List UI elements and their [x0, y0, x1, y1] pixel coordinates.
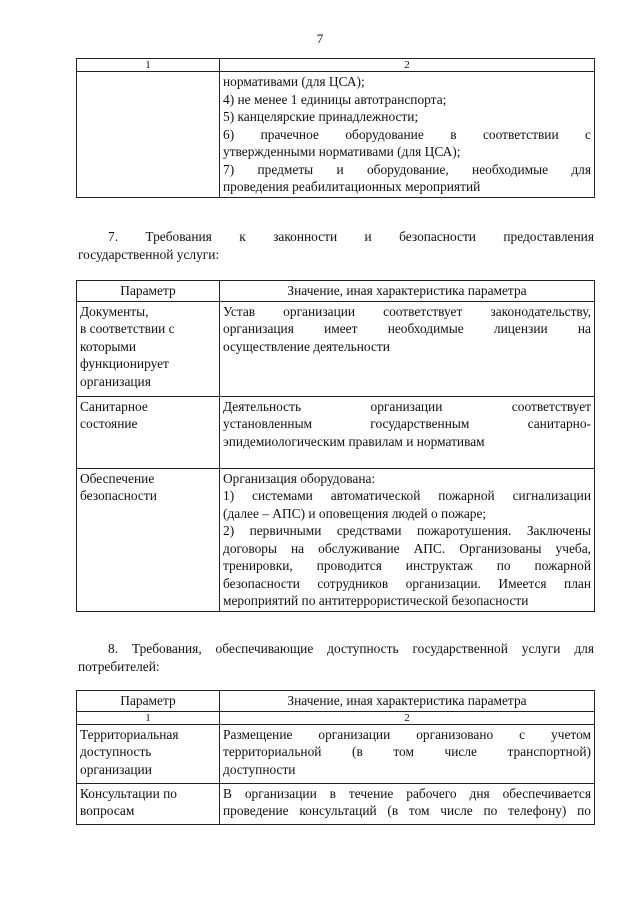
text-line: организация имеет необходимые лицензии на: [223, 321, 591, 336]
value-cell: [220, 724, 595, 783]
text-line: Организация оборудована:: [223, 470, 376, 486]
column-number-2: 2: [220, 711, 595, 724]
text-line: 4) не менее 1 единицы автотранспорта;: [223, 91, 447, 107]
text-line: тренировки, проводится инструктаж по пожарной: [223, 558, 591, 573]
header-value: Значение, иная характеристика параметра: [220, 691, 595, 712]
text-line: доступности: [223, 761, 296, 777]
section-7-line-2: государственной услуги:: [78, 246, 220, 262]
text-line: договоры на обслуживание АПС. Организованы учеба,: [223, 540, 591, 556]
text-line: Территориальная: [80, 726, 179, 742]
table-accessibility: [76, 690, 595, 825]
section-8-line-2: потребителей:: [78, 658, 160, 674]
param-cell: [77, 72, 220, 198]
text-line: установленным государственным санитарно-: [223, 416, 591, 431]
text-line: в соответствии с: [80, 321, 175, 336]
text-line: утвержденными нормативами (для ЦСА);: [223, 144, 461, 159]
column-number-1: 1: [77, 59, 220, 72]
table-continuation: [76, 58, 595, 198]
table-row: [77, 724, 595, 783]
header-param: Параметр: [77, 691, 220, 712]
text-line: (далее – АПС) и оповещения людей о пожаре;: [223, 505, 487, 521]
section-8-line-1: 8. Требования, обеспечивающие доступность государственной услуги для: [108, 641, 594, 656]
table-row: [77, 301, 595, 396]
text-line: 5) канцелярские принадлежности;: [223, 109, 419, 124]
table-column-numbers: [77, 59, 595, 72]
text-line: мероприятий по антитеррористической безопасности: [223, 593, 529, 608]
param-cell: [77, 301, 220, 396]
param-cell: [77, 724, 220, 783]
text-line: В организации в течение рабочего дня обеспечивается: [223, 785, 591, 801]
text-line: организации: [80, 761, 152, 777]
text-line: функционирует: [80, 356, 169, 371]
text-line: которыми: [80, 338, 137, 354]
section-7-heading: [78, 228, 594, 263]
text-line: 2) первичными средствами пожаротушения. Заключены: [223, 523, 591, 538]
text-line: организация: [80, 373, 151, 389]
text-line: безопасности сотрудников организации. Имеется план: [223, 575, 591, 591]
table-legality-safety: [76, 280, 595, 612]
text-line: доступность: [80, 744, 152, 759]
table-header-row: [77, 281, 595, 302]
text-line: эпидемиологическим правилам и нормативам: [223, 433, 485, 449]
table-column-numbers: [77, 711, 595, 724]
section-8-heading: [78, 640, 594, 675]
text-line: территориальной (в том числе транспортной): [223, 744, 591, 759]
text-line: Размещение организации организовано с учетом: [223, 726, 591, 742]
text-line: Документы,: [80, 303, 149, 319]
header-value: Значение, иная характеристика параметра: [220, 281, 595, 302]
table-row: [77, 783, 595, 824]
text-line: Обеспечение: [80, 470, 155, 486]
column-number-1: 1: [77, 711, 220, 724]
page-number: 7: [316, 31, 324, 46]
value-cell: [220, 468, 595, 611]
text-line: 1) системами автоматической пожарной сигнализации: [223, 488, 591, 503]
text-line: Консультации по: [80, 785, 177, 801]
column-number-2: 2: [220, 59, 595, 72]
value-cell: [220, 72, 595, 198]
value-cell: [220, 396, 595, 468]
text-line: нормативами (для ЦСА);: [223, 74, 365, 89]
text-line: осуществление деятельности: [223, 338, 390, 354]
text-line: 7) предметы и оборудование, необходимые для: [223, 161, 591, 177]
param-cell: [77, 396, 220, 468]
table-header-row: [77, 691, 595, 712]
value-cell: [220, 783, 595, 824]
text-line: 6) прачечное оборудование в соответствии с: [223, 126, 591, 142]
text-line: проведения реабилитационных мероприятий: [223, 179, 481, 194]
header-param: Параметр: [77, 281, 220, 302]
text-line: Деятельность организации соответствует: [223, 398, 591, 414]
text-line: безопасности: [80, 488, 157, 503]
text-line: вопросам: [80, 803, 135, 818]
table-row: [77, 468, 595, 611]
table-row: [77, 72, 595, 198]
text-line: Санитарное: [80, 398, 148, 414]
param-cell: [77, 468, 220, 611]
param-cell: [77, 783, 220, 824]
text-line: состояние: [80, 416, 138, 431]
text-line: Устав организации соответствует законодательству,: [223, 303, 591, 319]
section-7-line-1: 7. Требования к законности и безопасности предоставления: [108, 229, 594, 244]
text-line: проведение консультаций (в том числе по телефону) по: [223, 803, 591, 818]
table-row: [77, 396, 595, 468]
value-cell: [220, 301, 595, 396]
